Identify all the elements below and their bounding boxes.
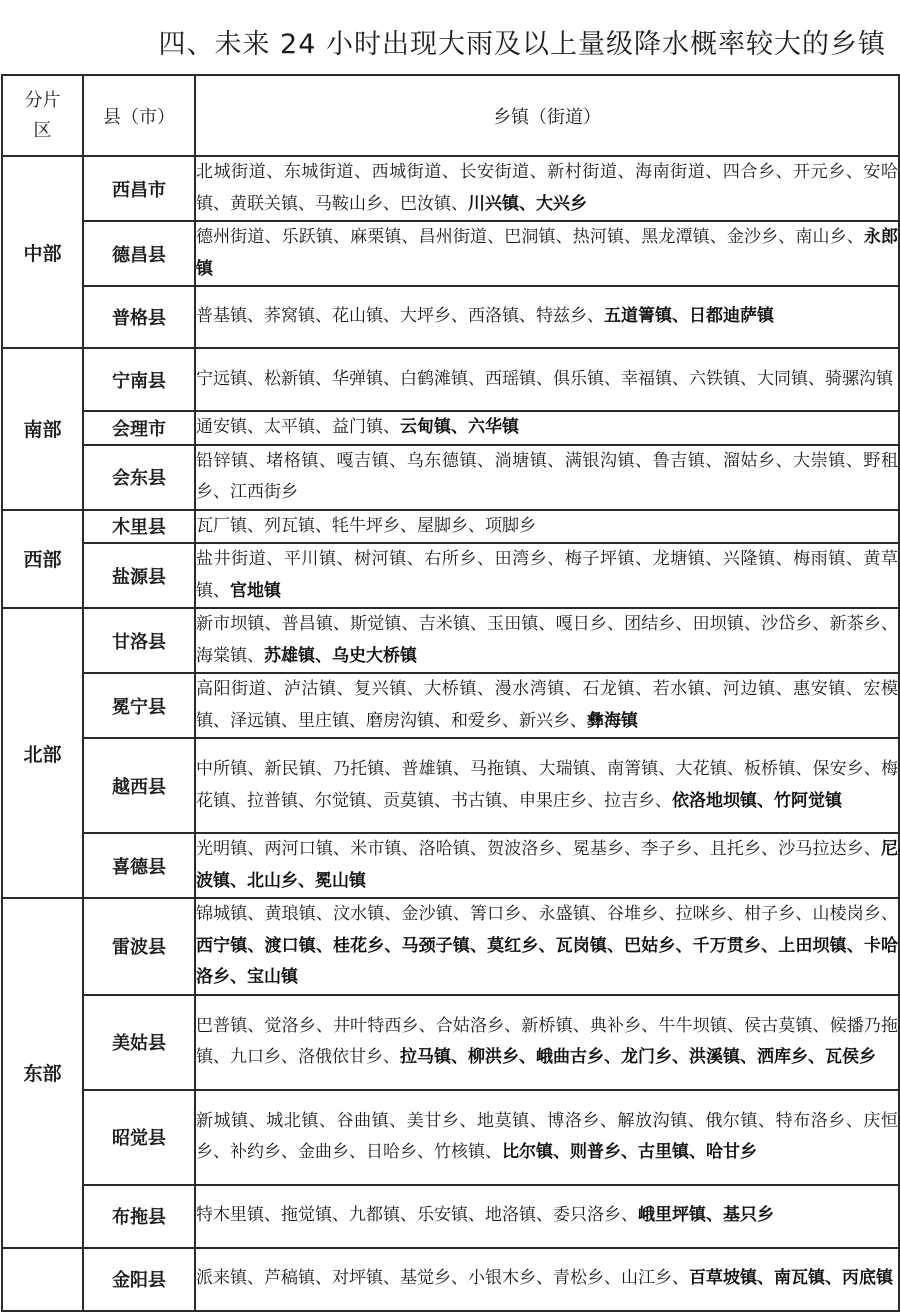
towns-text: 北城街道、东城街道、西城街道、长安街道、新村街道、海南街道、四合乡、开元乡、安哈镇、黄联关镇、马鞍山乡、巴汝镇、 bbox=[196, 162, 898, 214]
township-table bbox=[1, 74, 900, 1312]
table-row bbox=[2, 156, 899, 221]
towns-text: 高阳街道、泸沽镇、复兴镇、大桥镇、漫水湾镇、石龙镇、若水镇、河边镇、惠安镇、宏模镇、泽远镇、里庄镇、磨房沟镇、和爱乡、新兴乡、 bbox=[196, 679, 898, 731]
towns-text: 巴普镇、觉洛乡、井叶特西乡、合姑洛乡、新桥镇、典补乡、牛牛坝镇、侯古莫镇、候播乃拖镇、九口乡、洛俄依甘乡、 bbox=[196, 1015, 898, 1067]
table-row bbox=[2, 608, 899, 673]
county-cell: 布拖县 bbox=[83, 1185, 195, 1248]
county-cell: 木里县 bbox=[83, 510, 195, 544]
watermark: · bbox=[890, 1236, 894, 1249]
table-row bbox=[2, 445, 899, 510]
towns-text: 新市坝镇、普昌镇、斯觉镇、吉米镇、玉田镇、嘎日乡、团结乡、田坝镇、沙岱乡、新茶乡、海棠镇、 bbox=[196, 614, 898, 666]
towns-cell bbox=[195, 411, 899, 445]
header-towns: 乡镇（街道） bbox=[195, 75, 899, 156]
header-region-label: 分片 区 bbox=[24, 89, 61, 141]
towns-text-highlighted: 百草坡镇、南瓦镇、丙底镇 bbox=[689, 1268, 893, 1289]
towns-cell bbox=[195, 1090, 899, 1185]
region-cell: 西部 bbox=[2, 510, 83, 609]
towns-cell bbox=[195, 543, 899, 608]
table-row bbox=[2, 898, 899, 995]
county-cell: 昭觉县 bbox=[83, 1090, 195, 1185]
table-row bbox=[2, 1248, 899, 1311]
county-cell: 越西县 bbox=[83, 738, 195, 833]
towns-cell bbox=[195, 510, 899, 544]
towns-text-highlighted: 西宁镇、渡口镇、桂花乡、马颈子镇、莫红乡、瓦岗镇、巴姑乡、千万贯乡、上田坝镇、卡哈洛乡、宝山镇 bbox=[196, 935, 898, 987]
towns-text-highlighted: 川兴镇、大兴乡 bbox=[468, 193, 587, 214]
towns-text-highlighted: 五道箐镇、日都迪萨镇 bbox=[604, 306, 774, 327]
county-cell: 金阳县 bbox=[83, 1248, 195, 1311]
county-cell: 冕宁县 bbox=[83, 673, 195, 738]
county-cell: 普格县 bbox=[83, 286, 195, 348]
towns-text-highlighted: 云甸镇、六华镇 bbox=[400, 417, 519, 437]
towns-cell bbox=[195, 833, 899, 898]
county-cell: 雷波县 bbox=[83, 898, 195, 995]
towns-cell bbox=[195, 221, 899, 286]
towns-cell bbox=[195, 673, 899, 738]
header-county: 县（市） bbox=[83, 75, 195, 156]
towns-text: 瓦厂镇、列瓦镇、牦牛坪乡、屋脚乡、项脚乡 bbox=[196, 515, 536, 536]
county-cell: 德昌县 bbox=[83, 221, 195, 286]
county-cell: 会东县 bbox=[83, 445, 195, 510]
table-row bbox=[2, 286, 899, 348]
towns-text-highlighted: 官地镇 bbox=[230, 580, 281, 601]
towns-text: 普基镇、荞窝镇、花山镇、大坪乡、西洛镇、特兹乡、 bbox=[196, 306, 604, 327]
county-cell: 喜德县 bbox=[83, 833, 195, 898]
region-cell: 南部 bbox=[2, 348, 83, 510]
towns-cell bbox=[195, 995, 899, 1090]
county-cell: 盐源县 bbox=[83, 543, 195, 608]
table-row bbox=[2, 738, 899, 833]
towns-text: 德州街道、乐跃镇、麻栗镇、昌州街道、巴洞镇、热河镇、黑龙潭镇、金沙乡、南山乡、 bbox=[196, 227, 864, 247]
county-cell: 会理市 bbox=[83, 411, 195, 445]
towns-text: 通安镇、太平镇、益门镇、 bbox=[196, 417, 400, 437]
towns-text: 派来镇、芦稿镇、对坪镇、基觉乡、小银木乡、青松乡、山江乡、 bbox=[196, 1268, 689, 1289]
towns-cell bbox=[195, 608, 899, 673]
towns-text-highlighted: 峨里坪镇、基只乡 bbox=[638, 1205, 774, 1226]
towns-text-highlighted: 依洛地坝镇、竹阿觉镇 bbox=[672, 790, 842, 811]
towns-text: 中所镇、新民镇、乃托镇、普雄镇、马拖镇、大瑞镇、南箐镇、大花镇、板桥镇、保安乡、梅花镇、拉普镇、尔觉镇、贡莫镇、书古镇、申果庄乡、拉吉乡、 bbox=[196, 759, 898, 811]
towns-cell bbox=[195, 156, 899, 221]
county-cell: 西昌市 bbox=[83, 156, 195, 221]
table-row bbox=[2, 995, 899, 1090]
towns-cell bbox=[195, 1185, 899, 1248]
table-row bbox=[2, 1090, 899, 1185]
region-cell: 北部 bbox=[2, 608, 83, 898]
towns-text: 铅锌镇、堵格镇、嘎吉镇、乌东德镇、淌塘镇、满银沟镇、鲁吉镇、溜姑乡、大崇镇、野租乡、江西街乡 bbox=[196, 450, 898, 502]
towns-text: 宁远镇、松新镇、华弹镇、白鹤滩镇、西瑶镇、俱乐镇、幸福镇、六铁镇、大同镇、骑骡沟镇 bbox=[196, 368, 893, 389]
header-region bbox=[2, 75, 83, 156]
towns-text-highlighted: 尼波镇、北山乡、冕山镇 bbox=[196, 839, 898, 891]
towns-cell bbox=[195, 445, 899, 510]
towns-cell bbox=[195, 348, 899, 411]
table-row bbox=[2, 1185, 899, 1248]
table-row bbox=[2, 510, 899, 544]
county-cell: 甘洛县 bbox=[83, 608, 195, 673]
towns-text-highlighted: 彝海镇 bbox=[587, 710, 638, 731]
towns-text: 锦城镇、黄琅镇、汶水镇、金沙镇、箐口乡、永盛镇、谷堆乡、拉咪乡、柑子乡、山棱岗乡、 bbox=[196, 904, 898, 924]
towns-text: 盐井街道、平川镇、树河镇、右所乡、田湾乡、梅子坪镇、龙塘镇、兴隆镇、梅雨镇、黄草镇、 bbox=[196, 549, 898, 601]
table-row bbox=[2, 221, 899, 286]
table-row bbox=[2, 833, 899, 898]
table-row bbox=[2, 673, 899, 738]
table-header-row bbox=[2, 75, 899, 156]
region-cell bbox=[2, 1248, 83, 1311]
towns-cell bbox=[195, 286, 899, 348]
county-cell: 宁南县 bbox=[83, 348, 195, 411]
table-row bbox=[2, 411, 899, 445]
towns-cell bbox=[195, 1248, 899, 1311]
towns-cell bbox=[195, 898, 899, 995]
towns-text-highlighted: 苏雄镇、乌史大桥镇 bbox=[264, 645, 417, 666]
towns-text: 特木里镇、拖觉镇、九都镇、乐安镇、地洛镇、委只洛乡、 bbox=[196, 1205, 638, 1226]
towns-text-highlighted: 永郎镇 bbox=[196, 227, 898, 279]
table-row bbox=[2, 348, 899, 411]
county-cell: 美姑县 bbox=[83, 995, 195, 1090]
page-title: 四、未来 24 小时出现大雨及以上量级降水概率较大的乡镇 bbox=[158, 29, 886, 60]
towns-text-highlighted: 拉马镇、柳洪乡、峨曲古乡、龙门乡、洪溪镇、洒库乡、瓦侯乡 bbox=[400, 1047, 876, 1067]
region-cell: 中部 bbox=[2, 156, 83, 348]
towns-text: 光明镇、两河口镇、米市镇、洛哈镇、贺波洛乡、冕基乡、李子乡、且托乡、沙马拉达乡、 bbox=[196, 839, 881, 859]
region-cell: 东部 bbox=[2, 898, 83, 1248]
towns-text: 新城镇、城北镇、谷曲镇、美甘乡、地莫镇、博洛乡、解放沟镇、俄尔镇、特布洛乡、庆恒乡、补约乡、金曲乡、日哈乡、竹核镇、 bbox=[196, 1110, 898, 1162]
table-row bbox=[2, 543, 899, 608]
towns-text-highlighted: 比尔镇、则普乡、古里镇、哈甘乡 bbox=[502, 1142, 757, 1162]
towns-cell bbox=[195, 738, 899, 833]
